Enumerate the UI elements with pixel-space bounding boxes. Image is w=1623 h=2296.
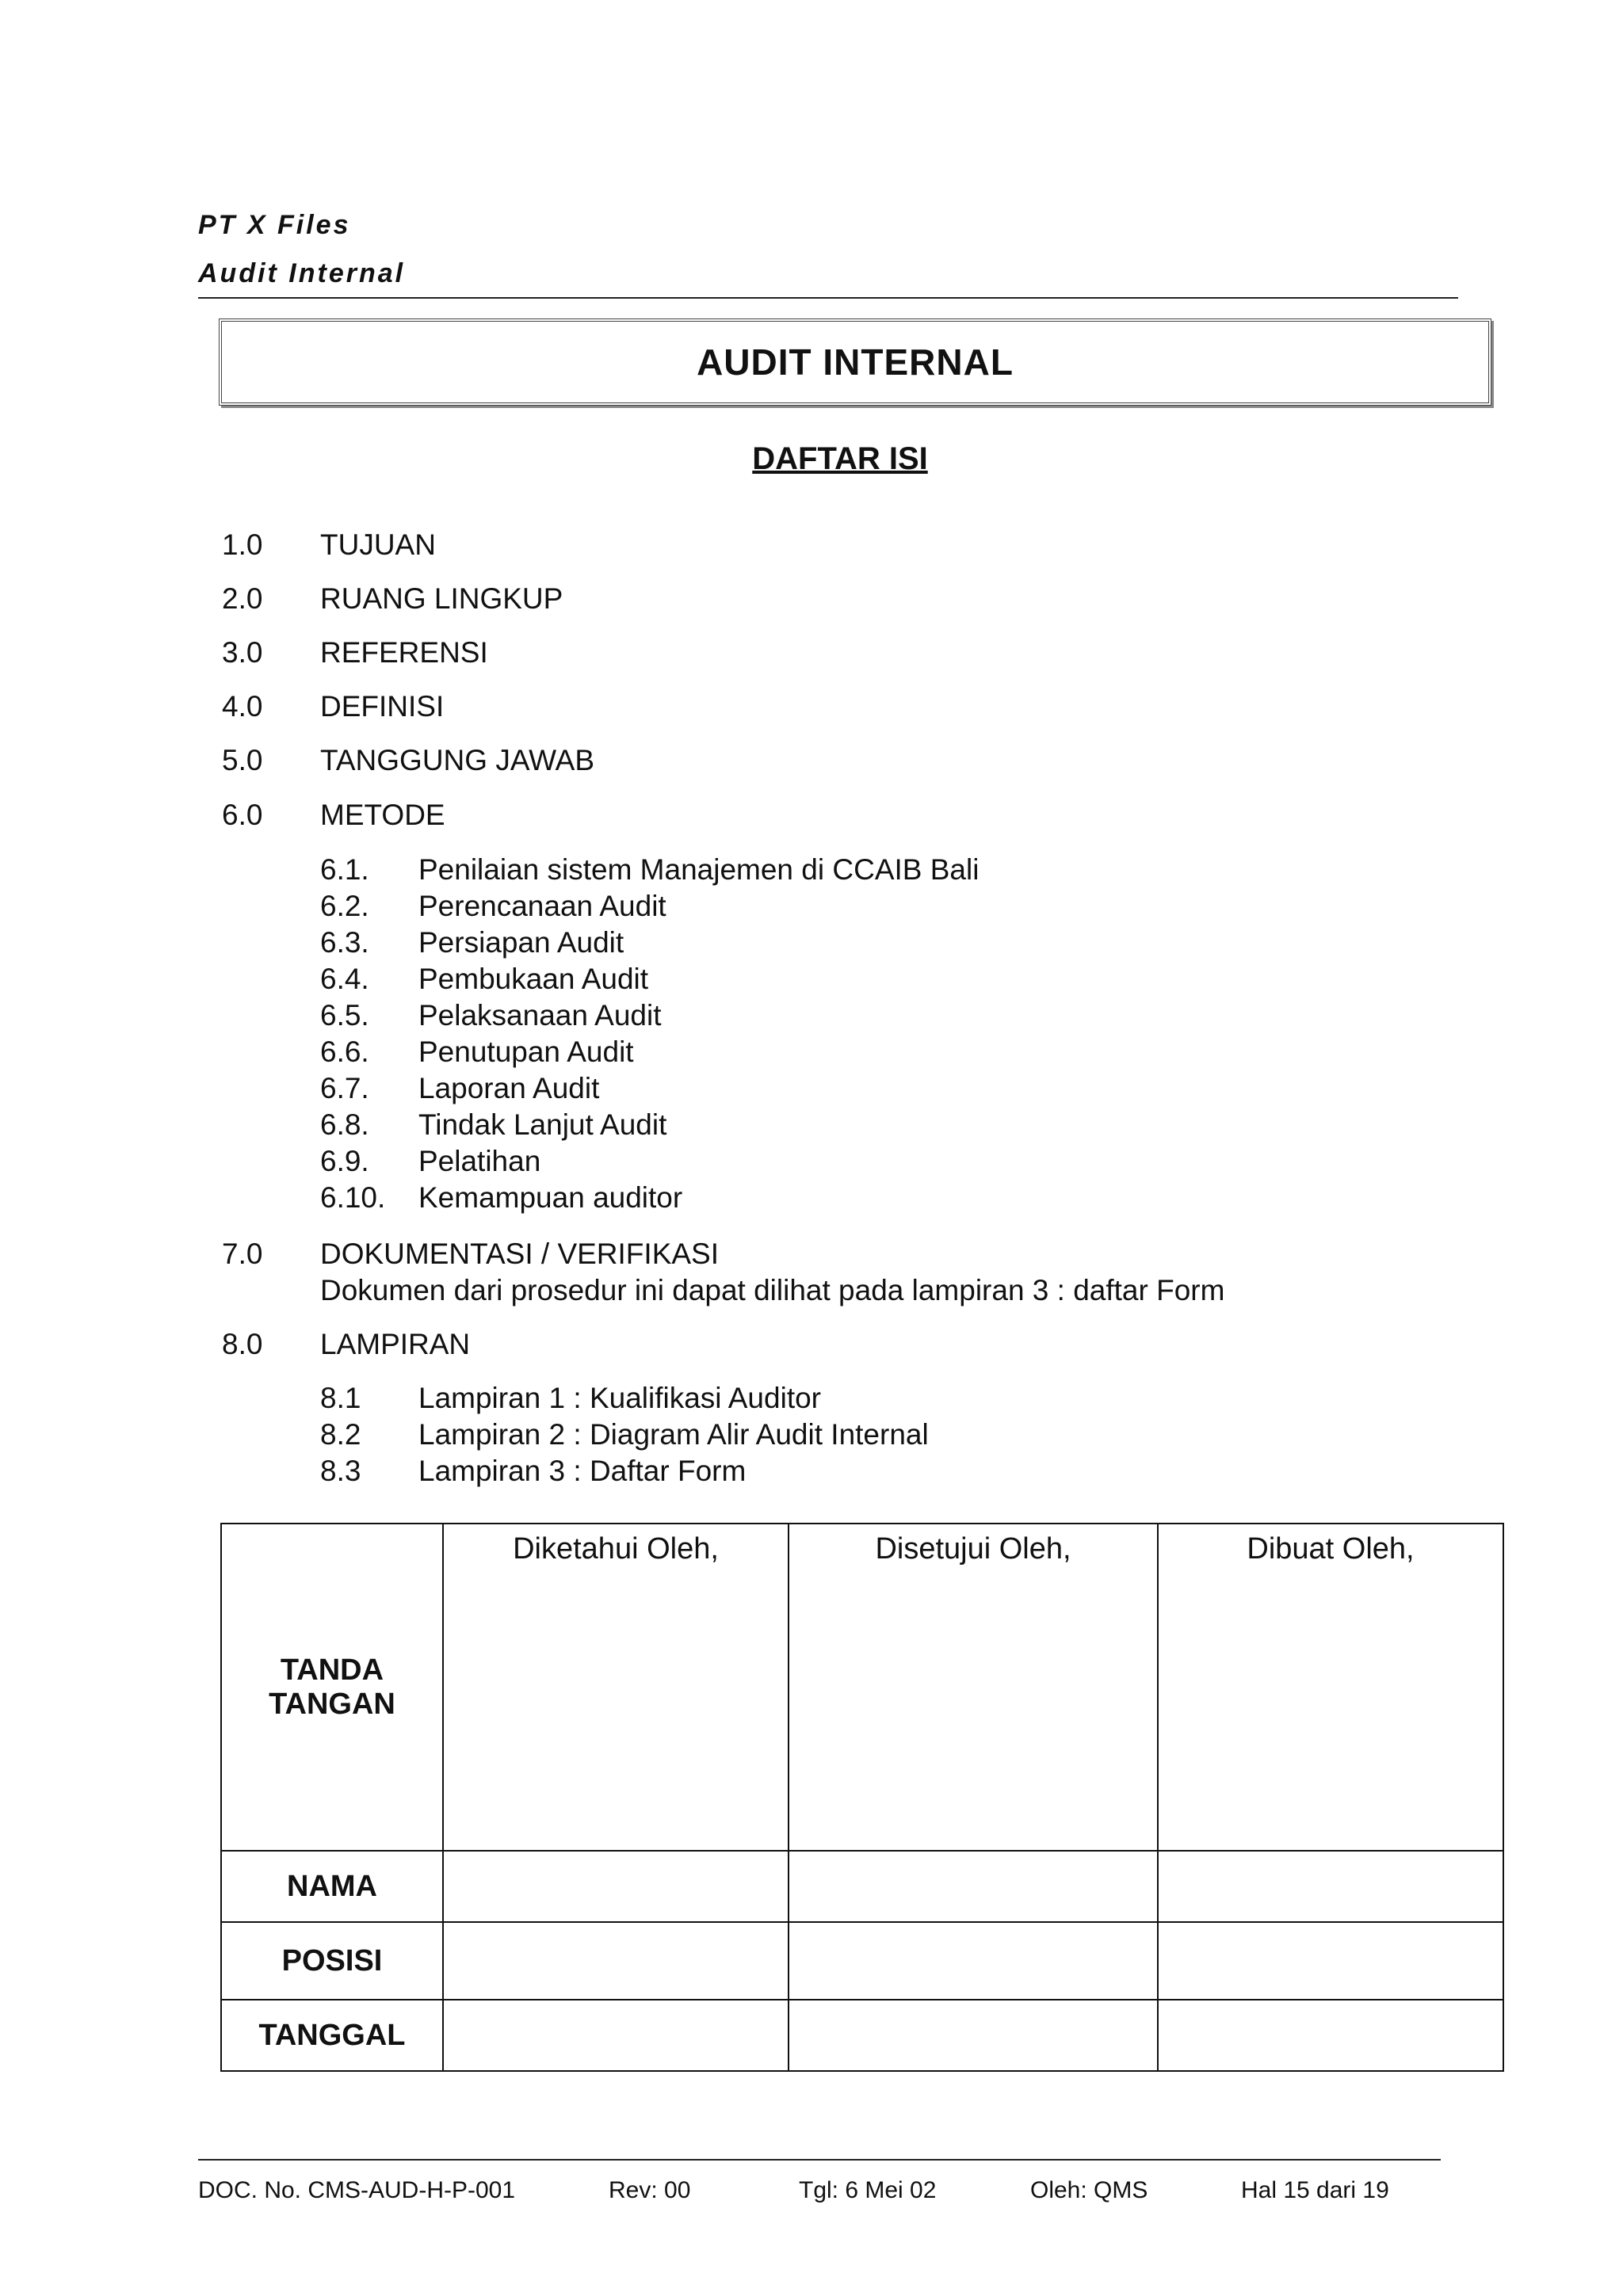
subitem-label: Lampiran 3 : Daftar Form: [418, 1455, 747, 1487]
subitem-number: 6.4.: [320, 963, 369, 995]
subitem-number: 8.1: [320, 1382, 361, 1414]
position-row: [221, 1922, 1503, 2000]
subitem-number: 6.10.: [320, 1181, 386, 1214]
subitem-label: Perencanaan Audit: [418, 890, 666, 922]
section-number: 1.0: [222, 528, 263, 561]
subitem-label: Penutupan Audit: [418, 1035, 634, 1068]
table-cell: [789, 2000, 1158, 2071]
footer-rule: [198, 2159, 1441, 2161]
section-label: TUJUAN: [320, 528, 436, 561]
row-label-date: TANGGAL: [221, 2000, 443, 2071]
subitem-label: Pembukaan Audit: [418, 963, 649, 995]
subitem-label: Persiapan Audit: [418, 926, 624, 959]
column-header-approved-by: Disetujui Oleh,: [789, 1524, 1158, 1851]
footer-date: Tgl: 6 Mei 02: [799, 2177, 937, 2203]
footer-author: Oleh: QMS: [1030, 2177, 1148, 2203]
section-number: 6.0: [222, 799, 263, 831]
table-cell: [1158, 1922, 1503, 2000]
subitem-label: Laporan Audit: [418, 1072, 600, 1104]
section-number: 4.0: [222, 690, 263, 723]
toc-heading: DAFTAR ISI: [752, 441, 928, 476]
table-cell: [789, 1851, 1158, 1922]
subitem-number: 6.8.: [320, 1108, 369, 1141]
title-box: [219, 318, 1491, 406]
section-label: TANGGUNG JAWAB: [320, 744, 595, 776]
section-label: METODE: [320, 799, 445, 831]
section-number: 8.0: [222, 1328, 263, 1360]
section-label: LAMPIRAN: [320, 1328, 471, 1360]
column-header-made-by: Dibuat Oleh,: [1158, 1524, 1503, 1851]
subitem-number: 6.9.: [320, 1145, 369, 1177]
name-row: [221, 1851, 1503, 1922]
subitem-label: Lampiran 1 : Kualifikasi Auditor: [418, 1382, 821, 1414]
subitem-number: 6.1.: [320, 853, 369, 886]
section-label: REFERENSI: [320, 636, 488, 669]
section-label: DEFINISI: [320, 690, 445, 723]
section-number: 7.0: [222, 1238, 263, 1270]
page-title: AUDIT INTERNAL: [697, 341, 1014, 383]
header-rule: [198, 297, 1458, 299]
table-cell: [789, 1922, 1158, 2000]
footer-page-number: Hal 15 dari 19: [1241, 2177, 1389, 2203]
subitem-label: Lampiran 2 : Diagram Alir Audit Internal: [418, 1418, 929, 1451]
row-label-text: TANDA TANGAN: [269, 1653, 395, 1721]
section-label: RUANG LINGKUP: [320, 582, 563, 615]
section-label: DOKUMENTASI / VERIFIKASI: [320, 1238, 720, 1270]
section-number: 2.0: [222, 582, 263, 615]
subitem-number: 6.3.: [320, 926, 369, 959]
subitem-number: 6.2.: [320, 890, 369, 922]
footer-revision: Rev: 00: [609, 2177, 691, 2203]
subitem-number: 6.7.: [320, 1072, 369, 1104]
table-cell: [443, 1922, 789, 2000]
footer-doc-number: DOC. No. CMS-AUD-H-P-001: [198, 2177, 516, 2203]
subitem-number: 8.3: [320, 1455, 361, 1487]
subitem-label: Pelaksanaan Audit: [418, 999, 662, 1032]
signature-row: [221, 1524, 1503, 1851]
signature-table: [220, 1523, 1504, 2072]
section-number: 5.0: [222, 744, 263, 776]
header-doc-title: Audit Internal: [198, 258, 406, 288]
row-label-position: POSISI: [221, 1922, 443, 2000]
subitem-label: Kemampuan auditor: [418, 1181, 683, 1214]
subitem-label: Penilaian sistem Manajemen di CCAIB Bali: [418, 853, 980, 886]
table-cell: [443, 2000, 789, 2071]
documentation-note: Dokumen dari prosedur ini dapat dilihat pada lampiran 3 : daftar Form: [320, 1274, 1225, 1306]
subitem-number: 6.5.: [320, 999, 369, 1032]
subitem-label: Pelatihan: [418, 1145, 541, 1177]
table-cell: [1158, 2000, 1503, 2071]
date-row: [221, 2000, 1503, 2071]
subitem-label: Tindak Lanjut Audit: [418, 1108, 667, 1141]
table-cell: [1158, 1851, 1503, 1922]
row-label-signature: [221, 1524, 443, 1851]
header-company: PT X Files: [198, 210, 351, 240]
row-label-name: NAMA: [221, 1851, 443, 1922]
section-number: 3.0: [222, 636, 263, 669]
subitem-number: 6.6.: [320, 1035, 369, 1068]
subitem-number: 8.2: [320, 1418, 361, 1451]
table-cell: [443, 1851, 789, 1922]
column-header-known-by: Diketahui Oleh,: [443, 1524, 789, 1851]
